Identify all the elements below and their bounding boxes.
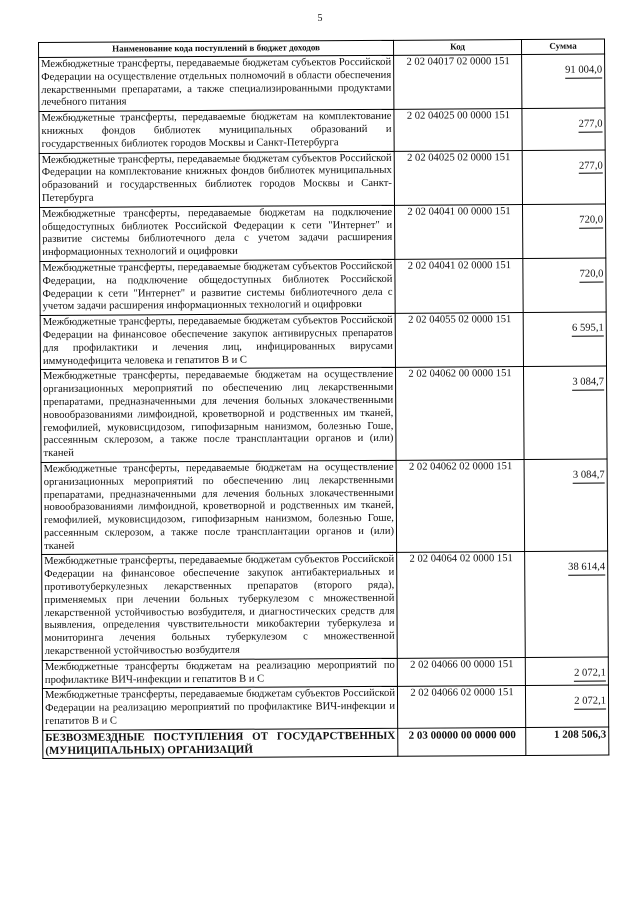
row-sum-value: 6 595,1 — [572, 323, 604, 337]
row-code: 2 02 04025 00 0000 151 — [394, 109, 522, 151]
row-sum-value: 720,0 — [579, 214, 603, 228]
row-name: Межбюджетные трансферты, передаваемые бюджетам на осуществление организационных мероприятий по обеспечению лиц лекарственными препаратами, предназначенными для лечения больных злокачественными новообразованиями лимфоидной, кроветворной и родственных им тканей, гемофилией, муковисцидозом, гипофизарным нанизмом, болезнью Гоше, рассеянным склерозом, а также после трансплантации органов и (или) тканей — [41, 368, 397, 463]
table-row — [41, 459, 608, 555]
header-sum: Сумма — [521, 39, 604, 55]
row-sum-value: 277,0 — [579, 160, 603, 174]
table-row — [39, 108, 605, 153]
row-sum-value: 91 004,0 — [565, 65, 602, 79]
row-code: 2 02 04041 00 0000 151 — [395, 204, 523, 259]
row-sum — [523, 366, 607, 459]
row-sum — [525, 685, 608, 727]
row-sum-value: 2 072,1 — [574, 696, 606, 710]
row-name: Межбюджетные трансферты, передаваемые бюджетам субъектов Российской Федерации, на подключение общедоступных библиотек Российской Федерации к сети "Интернет" и развитие системы библиотечного дела с учетом задачи расширения информационных технологий и оцифровки — [40, 259, 395, 315]
row-code: 2 02 04064 02 0000 151 — [397, 552, 526, 658]
row-sum-value: 38 614,4 — [568, 562, 605, 576]
row-code: 2 02 04017 02 0000 151 — [394, 55, 522, 110]
row-name: Межбюджетные трансферты, передаваемые бюджетам субъектов Российской Федерации на реализацию мероприятий по профилактике ВИЧ-инфекции и гепатитов В и С — [42, 687, 397, 731]
row-code: 2 02 04041 02 0000 151 — [395, 258, 523, 313]
table-row — [42, 552, 609, 661]
row-sum-value: 277,0 — [579, 119, 603, 133]
row-sum — [523, 258, 606, 313]
table-row — [40, 312, 606, 370]
row-code: 2 02 04066 00 0000 151 — [397, 657, 525, 686]
row-name: Межбюджетные трансферты, передаваемые бюджетам на подключение общедоступных библиотек Российской Федерации к сети "Интернет" и развитие системы библиотечного дела с учетом задачи расширения информационных технологий и оцифровки — [40, 205, 395, 261]
table-row — [40, 204, 606, 262]
row-sum — [522, 150, 605, 205]
row-name: Межбюджетные трансферты, передаваемые бюджетам субъектов Российской Федерации на осуществление отдельных полномочий в области обеспечения лекарственными препаратами, а также специализированными продуктами лечебного питания — [39, 55, 394, 111]
row-name: Межбюджетные трансферты бюджетам на реализацию мероприятий по профилактике ВИЧ-инфекции и гепатитов В и С — [42, 658, 397, 689]
total-code: 2 03 00000 00 0000 000 — [398, 727, 526, 756]
row-sum — [525, 552, 609, 658]
row-sum — [523, 204, 606, 259]
row-code: 2 02 04062 00 0000 151 — [395, 367, 524, 460]
row-sum — [522, 54, 605, 109]
table-body — [39, 54, 609, 730]
table-row — [39, 150, 605, 208]
row-code: 2 02 04062 02 0000 151 — [396, 459, 525, 552]
row-name: Межбюджетные трансферты, передаваемые бюджетам субъектов Российской Федерации на финансовое обеспечение закупок антивирусных препаратов для профилактики и лечения лиц, инфицированных вирусами иммунодефицита человека и гепатитов В и С — [40, 313, 395, 369]
page-number: 5 — [317, 13, 323, 24]
row-sum-value: 3 084,7 — [572, 377, 604, 391]
budget-table — [38, 39, 609, 760]
table-row — [41, 366, 608, 462]
table-row — [40, 258, 606, 316]
total-row — [43, 727, 609, 759]
table-row — [42, 685, 608, 730]
row-sum — [524, 459, 608, 552]
row-name: Межбюджетные трансферты, передаваемые бюджетам на осуществление организационных мероприятий по обеспечению лиц лекарственными препаратами, предназначенными для лечения больных злокачественными новообразованиями лимфоидной, кроветворной и родственных им тканей, гемофилией, муковисцидозом, гипофизарным нанизмом, болезнью Гоше, рассеянным склерозом, а также после трансплантации органов и (или) тканей — [41, 460, 397, 555]
row-sum — [522, 108, 605, 150]
total-name: БЕЗВОЗМЕЗДНЫЕ ПОСТУПЛЕНИЯ ОТ ГОСУДАРСТВЕННЫХ (МУНИЦИПАЛЬНЫХ) ОРГАНИЗАЦИЙ — [43, 728, 398, 759]
row-code: 2 02 04055 02 0000 151 — [395, 313, 523, 368]
table-row — [42, 657, 608, 689]
row-sum-value: 3 084,7 — [573, 469, 605, 483]
total-sum: 1 208 506,3 — [526, 727, 609, 756]
row-code: 2 02 04066 02 0000 151 — [397, 686, 525, 728]
row-name: Межбюджетные трансферты, передаваемые бюджетам субъектов Российской Федерации на комплектование книжных фондов библиотек муниципальных образований и государственных библиотек городов Москвы и Санкт-Петербурга — [39, 151, 394, 207]
row-sum-value: 2 072,1 — [574, 667, 606, 681]
row-name: Межбюджетные трансферты, передаваемые бюджетам на комплектование книжных фондов библиотек муниципальных образований и государственных библиотек городов Москвы и Санкт-Петербурга — [39, 110, 394, 154]
header-code: Код — [393, 40, 521, 56]
table-row — [39, 54, 605, 112]
budget-table-container — [38, 42, 608, 759]
row-sum — [525, 657, 608, 686]
row-code: 2 02 04025 02 0000 151 — [394, 150, 522, 205]
row-sum-value: 720,0 — [580, 269, 604, 283]
row-sum — [523, 312, 606, 367]
row-name: Межбюджетные трансферты, передаваемые бюджетам субъектов Российской Федерации на финансовое обеспечение закупок антибактериальных и противотуберкулезных лекарственных препаратов (второго ряда), применяемых при лечении больных туберкулезом с множественной лекарственной устойчивостью возбудителя, и диагностических средств для выявления, определения чувствительности микобактерии туберкулеза и мониторинга лечения больных туберкулезом с множественной лекарственной устойчивостью возбудителя — [42, 553, 398, 661]
header-name: Наименование кода поступлений в бюджет доходов — [39, 40, 394, 57]
